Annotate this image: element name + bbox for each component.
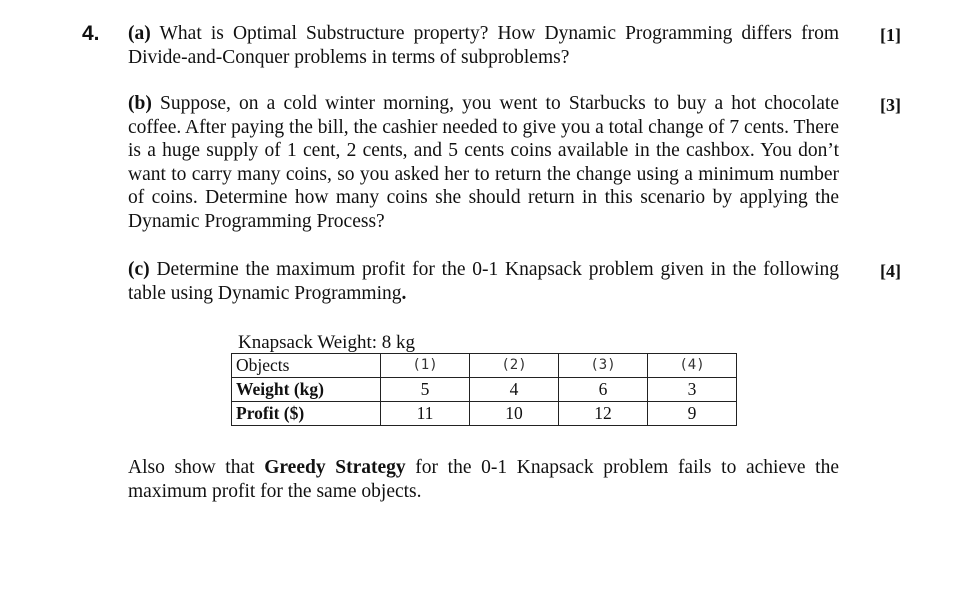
part-c-text [128, 258, 839, 305]
table-cell: (3) [559, 354, 648, 378]
table-row [232, 354, 737, 378]
part-a-label: (a) [128, 23, 151, 44]
table-cell: 11 [381, 402, 470, 426]
row-header-profit: Profit ($) [232, 402, 381, 426]
followup-prefix: Also show that [128, 457, 265, 478]
table-cell: 10 [470, 402, 559, 426]
knapsack-caption: Knapsack Weight: 8 kg [238, 332, 416, 353]
followup-suffix: for the 0-1 Knapsack problem fails to achieve the maximum profit for the same objects. [128, 457, 839, 502]
table-row [232, 402, 737, 426]
part-b-marks: [3] [880, 95, 901, 115]
part-a-marks: [1] [880, 25, 901, 45]
table-cell: (4) [648, 354, 737, 378]
question-number: 4. [82, 22, 100, 45]
part-c-body: Determine the maximum profit for the 0-1 Knapsack problem given in the following table using Dynamic Programming [128, 259, 839, 304]
part-c-label: (c) [128, 259, 150, 280]
knapsack-table [231, 353, 737, 426]
table-cell: 9 [648, 402, 737, 426]
part-b-body: Suppose, on a cold winter morning, you went to Starbucks to buy a hot chocolate coffee. After paying the bill, the cashier needed to give you a total change of 7 cents. There is a huge supply of 1 cent, 2 cents, and 5 cents coins available in the cashbox. You don’t want to carry many coins, so you asked her to return the change using a minimum number of coins. Determine how many coins she should return in this scenario by applying the Dynamic Programming Process? [128, 93, 840, 232]
part-b-label: (b) [128, 93, 152, 114]
part-a-text [128, 22, 839, 69]
table-cell: (2) [470, 354, 559, 378]
part-c-period: . [401, 282, 407, 304]
row-header-objects: Objects [232, 354, 381, 378]
table-row [232, 378, 737, 402]
part-a-body: What is Optimal Substructure property? How Dynamic Programming differs from Divide-and-Conquer problems in terms of subproblems? [128, 23, 839, 68]
table-cell: 3 [648, 378, 737, 402]
followup-text [128, 456, 839, 503]
part-b-text [128, 92, 839, 233]
table-cell: 12 [559, 402, 648, 426]
part-c-marks: [4] [880, 261, 901, 281]
row-header-weight: Weight (kg) [232, 378, 381, 402]
table-cell: 5 [381, 378, 470, 402]
table-cell: 6 [559, 378, 648, 402]
greedy-strategy-term: Greedy Strategy [264, 457, 406, 478]
table-cell: (1) [381, 354, 470, 378]
table-cell: 4 [470, 378, 559, 402]
